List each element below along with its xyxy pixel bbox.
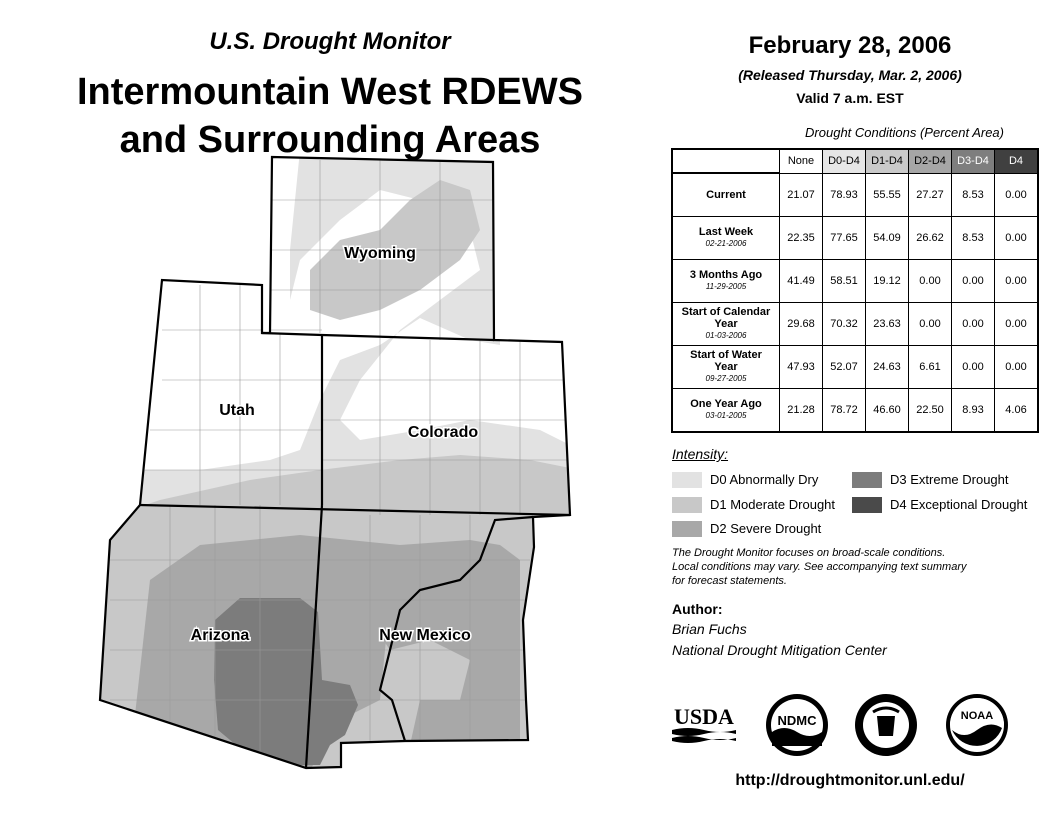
table-row [672, 346, 1038, 389]
legend-label-d0: D0 Abnormally Dry [710, 472, 819, 487]
table-cell: 54.09 [866, 217, 909, 260]
drought-areas [90, 150, 580, 780]
website-link[interactable]: http://droughtmonitor.unl.edu/ [735, 772, 965, 789]
table-cell: 70.32 [823, 303, 866, 346]
table-row [672, 389, 1038, 433]
legend-label-d1: D1 Moderate Drought [710, 497, 836, 512]
note-line-2: Local conditions may vary. See accompanying text summary [672, 561, 967, 573]
table-cell: 0.00 [909, 260, 952, 303]
valid-time: Valid 7 a.m. EST [796, 90, 904, 106]
table-cell: 0.00 [995, 260, 1039, 303]
table-cell: 41.49 [780, 260, 823, 303]
map-subtitle: U.S. Drought Monitor [209, 28, 451, 55]
table-cell: 8.93 [952, 389, 995, 433]
row-label [672, 389, 780, 433]
table-cell: 23.63 [866, 303, 909, 346]
usda-logo [670, 700, 738, 748]
col-header-d3-d4: D3-D4 [952, 149, 995, 173]
table-header-row [672, 149, 1038, 173]
report-date: February 28, 2006 [748, 32, 952, 59]
table-row [672, 173, 1038, 217]
table-cell: 4.06 [995, 389, 1039, 433]
legend-title: Intensity: [672, 446, 729, 462]
disclaimer-note [672, 546, 1032, 588]
table-row [672, 260, 1038, 303]
table-cell: 22.50 [909, 389, 952, 433]
table-corner [672, 149, 780, 173]
table-cell: 0.00 [995, 217, 1039, 260]
col-header-none: None [780, 149, 823, 173]
row-date: 03-01-2005 [705, 411, 747, 420]
author-org: National Drought Mitigation Center [672, 642, 887, 658]
row-label [672, 346, 780, 389]
table-cell: 27.27 [909, 173, 952, 217]
col-header-d4: D4 [995, 149, 1039, 173]
row-label-text: Current [706, 189, 746, 201]
col-header-d2-d4: D2-D4 [909, 149, 952, 173]
legend-swatch-d0 [672, 472, 702, 488]
author-label: Author: [672, 601, 723, 617]
ndmc-logo [764, 692, 830, 758]
noaa-logo-text: NOAA [960, 710, 994, 722]
row-date: 02-21-2006 [705, 239, 747, 248]
table-cell: 22.35 [780, 217, 823, 260]
col-header-d1-d4: D1-D4 [866, 149, 909, 173]
table-cell: 0.00 [909, 303, 952, 346]
table-cell: 21.28 [780, 389, 823, 433]
row-label [672, 260, 780, 303]
legend-label-d2: D2 Severe Drought [710, 521, 822, 536]
table-cell: 47.93 [780, 346, 823, 389]
drought-map [0, 150, 640, 780]
table-cell: 0.00 [952, 260, 995, 303]
legend-label-d3: D3 Extreme Drought [890, 472, 1009, 487]
author-name: Brian Fuchs [672, 621, 747, 637]
table-cell: 0.00 [995, 303, 1039, 346]
row-label-text: 3 Months Ago [689, 269, 763, 281]
noaa-logo [944, 692, 1010, 758]
legend-swatch-d4 [852, 497, 882, 513]
drought-conditions-table [671, 148, 1039, 433]
table-cell: 78.93 [823, 173, 866, 217]
table-cell: 19.12 [866, 260, 909, 303]
table-row [672, 217, 1038, 260]
row-label-text: Start of Calendar Year [681, 306, 771, 330]
commerce-seal-logo [853, 692, 919, 758]
row-label-text: Start of Water Year [690, 349, 762, 373]
table-caption: Drought Conditions (Percent Area) [805, 125, 1004, 140]
row-label-text: Last Week [698, 226, 754, 238]
table-cell: 78.72 [823, 389, 866, 433]
legend [672, 470, 1042, 540]
title-line-2: and Surrounding Areas [119, 119, 541, 161]
state-label-wyoming: Wyoming [344, 245, 416, 262]
table-cell: 0.00 [952, 303, 995, 346]
legend-swatch-d2 [672, 521, 702, 537]
row-label [672, 173, 780, 217]
state-label-new-mexico: New Mexico [379, 627, 471, 644]
table-cell: 55.55 [866, 173, 909, 217]
table-cell: 24.63 [866, 346, 909, 389]
row-date: 09-27-2005 [705, 374, 747, 383]
note-line-3: for forecast statements. [672, 575, 787, 587]
table-row [672, 303, 1038, 346]
row-label-text: One Year Ago [690, 398, 762, 410]
release-date: (Released Thursday, Mar. 2, 2006) [738, 67, 962, 83]
state-label-utah: Utah [219, 402, 255, 419]
row-label [672, 217, 780, 260]
legend-swatch-d1 [672, 497, 702, 513]
table-cell: 0.00 [995, 346, 1039, 389]
table-cell: 0.00 [995, 173, 1039, 217]
row-date: 11-29-2005 [705, 282, 747, 291]
legend-swatch-d3 [852, 472, 882, 488]
table-body [672, 173, 1038, 432]
state-label-colorado: Colorado [407, 424, 479, 441]
table-cell: 58.51 [823, 260, 866, 303]
table-cell: 46.60 [866, 389, 909, 433]
table-cell: 8.53 [952, 173, 995, 217]
col-header-d0-d4: D0-D4 [823, 149, 866, 173]
row-label [672, 303, 780, 346]
title-line-1: Intermountain West RDEWS [77, 71, 583, 113]
table-cell: 8.53 [952, 217, 995, 260]
note-line-1: The Drought Monitor focuses on broad-scale conditions. [672, 547, 946, 559]
table-cell: 0.00 [952, 346, 995, 389]
table-cell: 29.68 [780, 303, 823, 346]
table-cell: 77.65 [823, 217, 866, 260]
row-date: 01-03-2006 [705, 331, 747, 340]
legend-label-d4: D4 Exceptional Drought [890, 497, 1028, 512]
table-cell: 52.07 [823, 346, 866, 389]
state-label-arizona: Arizona [190, 627, 250, 644]
table-cell: 26.62 [909, 217, 952, 260]
usda-logo-text: USDA [674, 704, 734, 729]
table-cell: 6.61 [909, 346, 952, 389]
table-cell: 21.07 [780, 173, 823, 217]
ndmc-logo-text: NDMC [777, 713, 817, 728]
